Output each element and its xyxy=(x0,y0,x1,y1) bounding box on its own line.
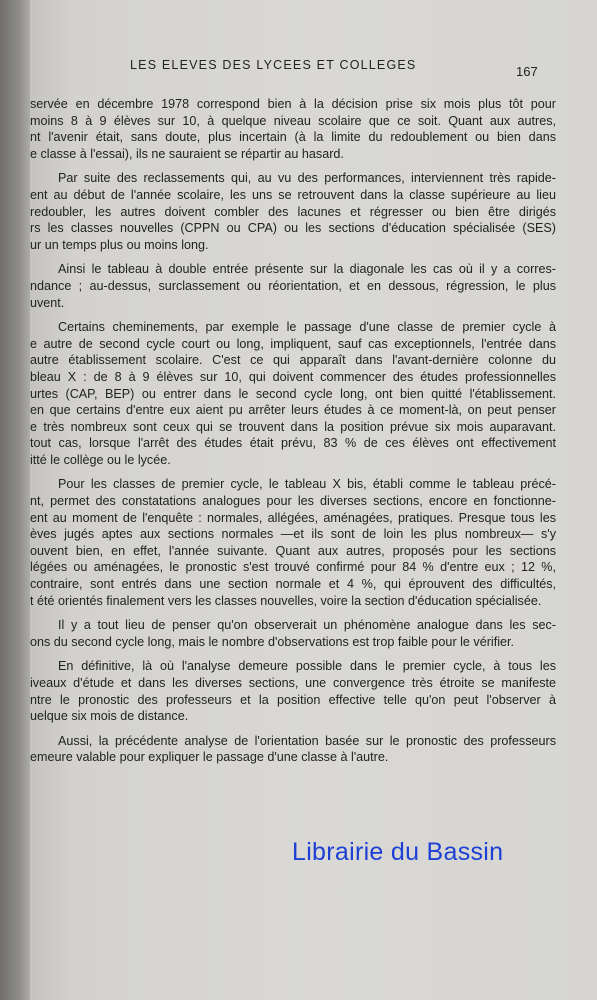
text-line: ouvent bien, en effet, l'année suivante. Quant aux autres, proposés pour les sections xyxy=(30,543,556,558)
text-line: e classe à l'essai), ils ne sauraient se répartir au hasard. xyxy=(30,146,344,161)
text-line: servée en décembre 1978 correspond bien à la décision prise six mois plus tôt pour xyxy=(30,97,556,111)
text-line: uelque six mois de distance. xyxy=(30,709,189,724)
text-line: Certains cheminements, par exemple le passage d'une classe de premier cycle à xyxy=(58,320,556,335)
text-line: En définitive, là où l'analyse demeure possible dans le premier cycle, à tous les xyxy=(58,659,556,674)
text-line: ons du second cycle long, mais le nombre d'observations est trop faible pour le vérifier. xyxy=(30,634,515,649)
text-line: nt l'avenir était, sans doute, plus incertain (à la limite du redoublement ou bien dans xyxy=(30,130,556,145)
text-line: e très nombreux sont ceux qui se trouvent dans la position prévue six mois auparavant. xyxy=(30,419,556,434)
text-line: Ainsi le tableau à double entrée présente sur la diagonale les cas où il y a corres- xyxy=(58,262,556,277)
text-line: rs les classes nouvelles (CPPN ou CPA) ou les sections d'éducation spécialisée (SES) xyxy=(30,221,556,236)
text-line: bleau X : de 8 à 9 élèves sur 10, qui doivent commencer des études professionnelles xyxy=(30,369,556,384)
text-line: légées ou aménagées, le pronostic s'est trouvé confirmé pour 84 % d'entre eux ; 12 %, xyxy=(30,560,556,575)
paragraph xyxy=(30,261,556,311)
seller-watermark: Librairie du Bassin xyxy=(292,838,504,866)
text-line: iveaux d'étude et dans les diverses sections, une convergence très étroite se manifeste xyxy=(30,676,556,690)
text-line: ntre le pronostic des professeurs et la position effective telle qu'on peut l'observer à xyxy=(30,692,556,707)
text-line: Il y a tout lieu de penser qu'on observerait un phénomène analogue dans les sec- xyxy=(58,618,556,633)
text-line: moins 8 à 9 élèves sur 10, à quelque niveau scolaire que ce soit. Quant aux autres, xyxy=(30,113,556,128)
text-line: Par suite des reclassements qui, au vu des performances, interviennent très rapide- xyxy=(58,171,556,186)
page-number: 167 xyxy=(516,64,538,79)
text-line: Pour les classes de premier cycle, le tableau X bis, établi comme le tableau précé- xyxy=(58,477,556,492)
text-line: contraire, sont entrés dans une section normale et 4 %, qui éprouvent des difficultés, xyxy=(30,577,556,592)
paragraph xyxy=(30,319,556,468)
paragraph xyxy=(30,96,556,162)
text-line: itté le collège ou le lycée. xyxy=(30,452,171,467)
text-line: e autre de second cycle court ou long, impliquent, sauf cas exceptionnels, l'entrée dans xyxy=(30,336,556,351)
body-text xyxy=(30,96,556,774)
paragraph xyxy=(30,476,556,609)
text-line: urtes (CAP, BEP) ou entrer dans le second cycle long, ont bien quitté l'établissement. xyxy=(30,386,556,401)
text-line: t été orientés finalement vers les classes nouvelles, voire la section d'éducation spécialisée. xyxy=(30,593,542,608)
text-line: nt, permet des constatations analogues pour les diverses sections, encore en fonctionne- xyxy=(30,494,556,509)
text-line: ur un temps plus ou moins long. xyxy=(30,237,209,252)
text-line: en que certains d'entre eux aient pu arrêter leurs études à ce moment-là, on peut penser xyxy=(30,403,556,418)
paragraph xyxy=(30,658,556,724)
text-line: ent au début de l'année scolaire, les uns se retrouvent dans la classe supérieure au lieu xyxy=(30,187,556,202)
text-line: ent au moment de l'enquête : normales, allégées, aménagées, pratiques. Presque tous les xyxy=(30,510,556,525)
paragraph xyxy=(30,170,556,253)
text-line: tout cas, lorsque l'arrêt des études était prévu, 83 % de ces élèves ont effectivement xyxy=(30,436,556,451)
text-line: autre établissement scolaire. C'est ce qui apparaît dans l'avant-dernière colonne du xyxy=(30,353,556,368)
text-line: èves jugés aptes aux sections normales —et ils sont de loin les plus nombreux— s'y xyxy=(30,527,556,542)
text-line: uvent. xyxy=(30,295,65,310)
text-line: redoubler, les autres doivent combler des lacunes et régresser ou bien être dirigés xyxy=(30,204,556,219)
text-line: Aussi, la précédente analyse de l'orientation basée sur le pronostic des professeurs xyxy=(58,733,556,748)
text-line: ndance ; au-dessus, surclassement ou réorientation, et en dessous, régression, le plus xyxy=(30,278,556,293)
text-line: emeure valable pour expliquer le passage d'une classe à l'autre. xyxy=(30,750,389,765)
book-gutter xyxy=(0,0,34,1000)
paragraph xyxy=(30,617,556,650)
paragraph xyxy=(30,733,556,766)
running-title: LES ELEVES DES LYCEES ET COLLEGES xyxy=(130,58,417,72)
